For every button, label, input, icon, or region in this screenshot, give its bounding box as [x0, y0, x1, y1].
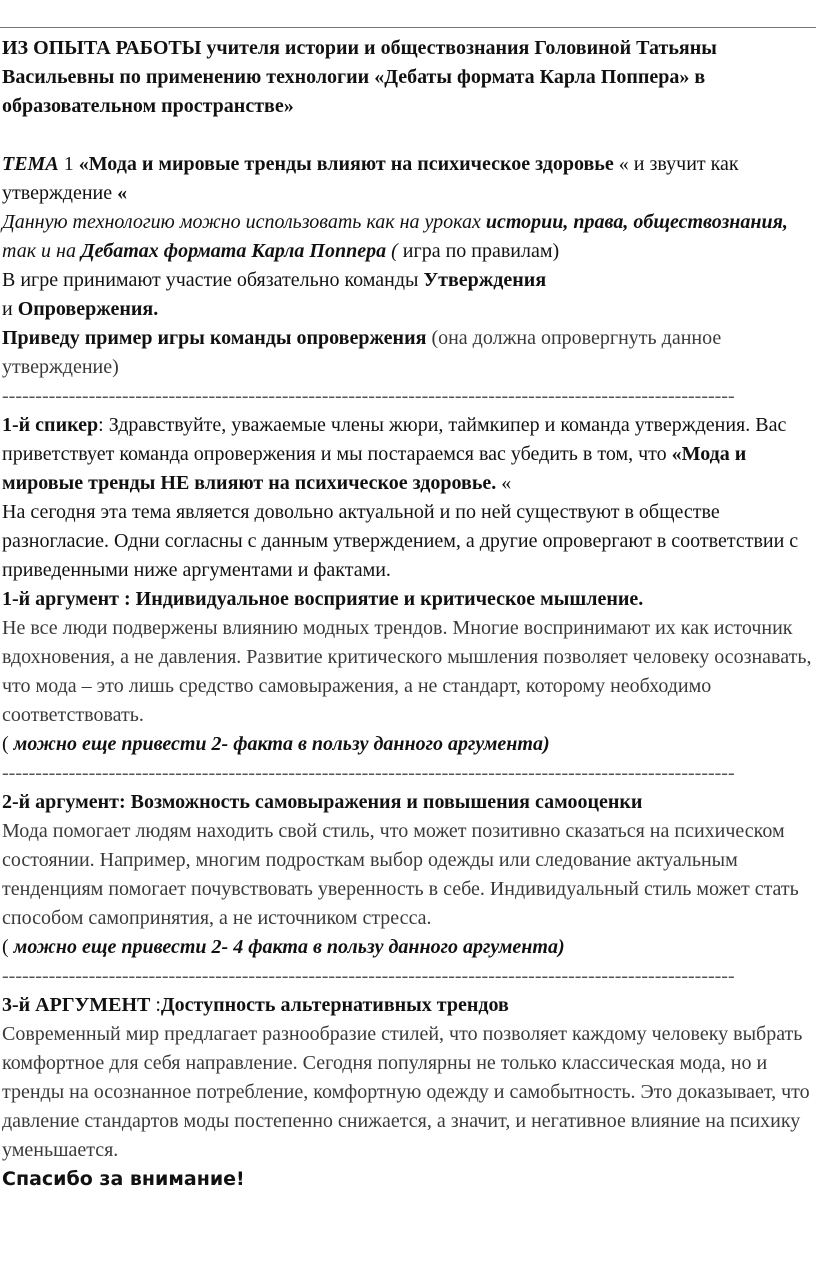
divider-3: --------------------------------------------------------------------------------------------------------------: [2, 965, 735, 987]
teams-intro: В игре принимают участие обязательно команды: [2, 269, 424, 291]
argument-1-heading: 1-й аргумент : Индивидуальное восприятие и критическое мышление.: [2, 588, 644, 610]
speaker-context: На сегодня эта тема является довольно актуальной и по ней существуют в обществе разногласие. Одни согласны с данным утверждением, а другие опровергают в соответствии с приведенными ниже аргументами и фактами.: [2, 501, 799, 581]
argument-2-note: [2, 933, 814, 962]
usage-paren: (: [386, 240, 403, 262]
spacer: [2, 121, 814, 150]
teams-affirm: Утверждения: [423, 269, 547, 291]
theme-title: «Мода и мировые тренды влияют на психическое здоровье: [78, 153, 614, 175]
document-title: ИЗ ОПЫТА РАБОТЫ учителя истории и обществознания Головиной Татьяны Васильевны по применению технологии «Дебаты формата Карла Поппера» в образовательном пространстве»: [2, 37, 717, 117]
argument-3-body: Современный мир предлагает разнообразие стилей, что позволяет каждому человеку выбрать комфортное для себя направление. Сегодня популярны не только классическая мода, но и тренды на осознанное потребление, комфортную одежду и самобытность. Это доказывает, что давление стандартов моды постепенно снижается, а значит, и негативное влияние на психику уменьшается.: [2, 1023, 810, 1161]
speaker-text: : Здравствуйте, уважаемые члены жюри, таймкипер и команда утверждения. Вас приветствует команда опровержения и мы постараемся вас убедить в том, что: [2, 414, 787, 465]
theme-label: ТЕМА: [2, 153, 59, 175]
usage-subjects: истории, права, обществознания,: [485, 211, 788, 233]
theme-tail: « и звучит как утверждение: [2, 153, 739, 204]
document-body: [2, 34, 814, 1194]
closing-text: Спасибо за внимание!: [2, 1168, 245, 1190]
theme-paragraph: [2, 150, 814, 208]
argument-2-note-open: (: [2, 936, 14, 958]
example-bold: Приведу пример игры команды опровержения: [2, 327, 427, 349]
usage-mid: так и на: [2, 240, 81, 262]
divider-1: --------------------------------------------------------------------------------------------------------------: [2, 385, 735, 407]
argument-1-note-open: (: [2, 733, 14, 755]
teams-and: и: [2, 298, 18, 320]
top-rule: [0, 27, 816, 28]
teams-paragraph: [2, 266, 814, 324]
teams-neg: Опровержения.: [17, 298, 159, 320]
theme-number: 1: [58, 153, 79, 175]
argument-3-heading: [2, 991, 814, 1020]
argument-2-heading: 2-й аргумент: Возможность самовыражения и повышения самооценки: [2, 791, 643, 813]
speaker-claim: «Мода и мировые тренды НЕ влияют на психическое здоровье.: [2, 443, 747, 494]
usage-debates: Дебатах формата Карла Поппера: [80, 240, 387, 262]
speaker-label: 1-й спикер: [2, 414, 99, 436]
argument-2-body: Мода помогает людям находить свой стиль, что может позитивно сказаться на психическом состоянии. Например, многим подросткам выбор одежды или следование актуальным тенденциям помогает почувствовать уверенность в себе. Индивидуальный стиль может стать способом самопринятия, а не источником стресса.: [2, 820, 799, 929]
speaker-claim-tail: «: [496, 472, 512, 494]
example-rest: (она должна опровергнуть данное утверждение): [2, 327, 722, 378]
usage-paragraph: [2, 208, 814, 266]
argument-3-title: Доступность альтернативных трендов: [160, 994, 509, 1016]
speaker-paragraph: [2, 411, 814, 498]
usage-intro: Данную технологию можно использовать как на уроках: [2, 211, 486, 233]
example-paragraph: [2, 324, 814, 382]
argument-3-label: 3-й АРГУМЕНТ: [2, 994, 151, 1016]
usage-rules: игра по правилам): [402, 240, 560, 262]
argument-1-note-text: можно еще привести 2- факта в пользу данного аргумента): [13, 733, 550, 755]
argument-3-sep: :: [150, 994, 161, 1016]
argument-1-body: Не все люди подвержены влиянию модных трендов. Многие воспринимают их как источник вдохновения, а не давления. Развитие критического мышления позволяет человеку осознавать, что мода – это лишь средство самовыражения, а не стандарт, которому необходимо соответствовать.: [2, 617, 812, 726]
divider-2: --------------------------------------------------------------------------------------------------------------: [2, 762, 735, 784]
argument-2-note-text: можно еще привести 2- 4 факта в пользу данного аргумента): [13, 936, 565, 958]
argument-1-note: [2, 730, 814, 759]
theme-tail-quote: «: [117, 182, 128, 204]
